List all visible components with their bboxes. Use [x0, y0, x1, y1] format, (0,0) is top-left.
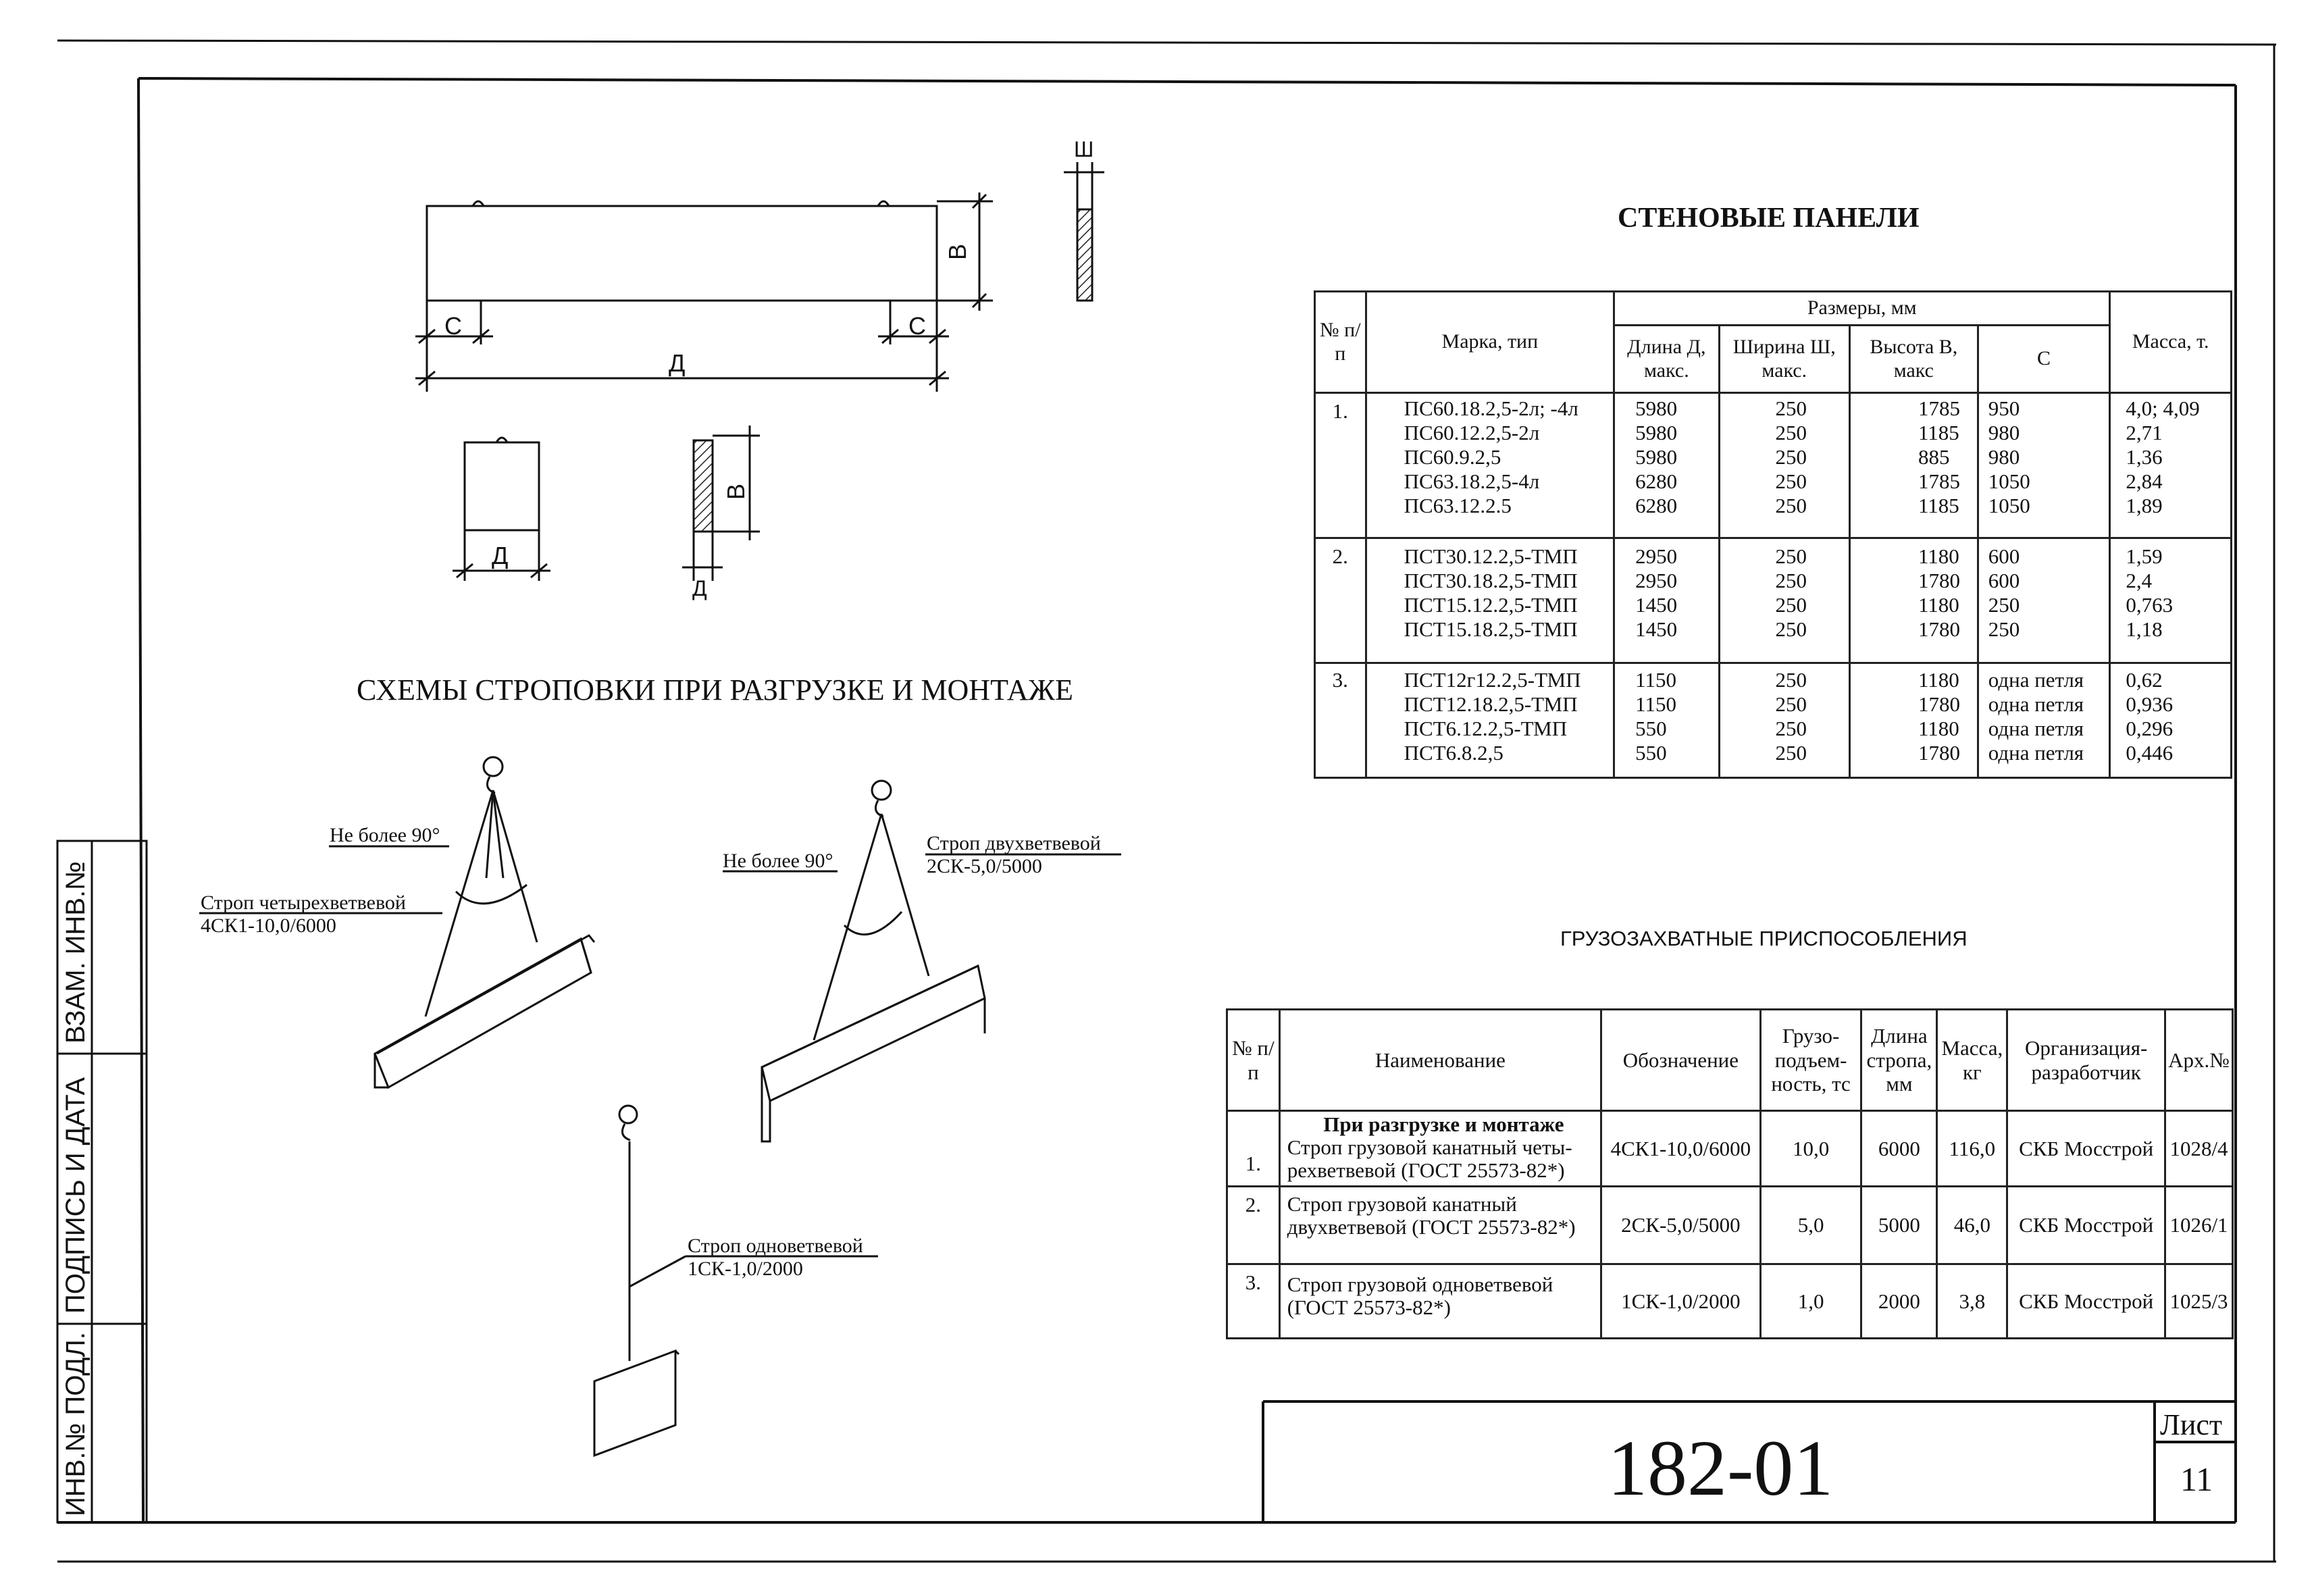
- panel-elevation: [415, 192, 993, 392]
- scheme1-angle: Не более 90°: [330, 824, 440, 846]
- panel-section: [1064, 162, 1104, 301]
- scheme-one-leg: [594, 1106, 878, 1456]
- col-height: Высота В, макс: [1849, 326, 1978, 393]
- lift-col-name: Наименование: [1279, 1010, 1601, 1111]
- col-sizes: Размеры, мм: [1614, 292, 2110, 326]
- col-length: Длина Д, макс.: [1614, 326, 1719, 393]
- sidebar-signature-date: ПОДПИСЬ И ДАТА: [61, 1077, 91, 1314]
- panels-table: [1314, 290, 2232, 779]
- sheet-label: Лист: [2160, 1408, 2223, 1441]
- dim-small-height: В: [722, 483, 750, 500]
- col-mark: Марка, тип: [1366, 292, 1614, 393]
- lift-col-arch: Арх.№: [2165, 1010, 2233, 1111]
- scheme1-sling-code: 4СК1-10,0/6000: [201, 915, 336, 937]
- col-width: Ширина Ш, макс.: [1719, 326, 1849, 393]
- lift-col-capacity: Грузо- подъем- ность, тс: [1760, 1010, 1861, 1111]
- sidebar-inv-podl: ИНВ.№ ПОДЛ.: [61, 1332, 91, 1516]
- scheme2-angle: Не более 90°: [723, 850, 833, 872]
- table-row: 1. ПС60.18.2,5-2л; -4л ПС60.12.2,5-2л ПС60.9.2,5 ПС63.18.2,5-4л ПС63.12.2.5 5980 5980 5980 6280 6280 250 250 250 250 250 1785 1185 885 1785 1185 950 980 980 1050 1050 4,0; 4,09 2,71 1,36 2,84 1,89: [1315, 393, 2232, 538]
- scheme2-sling-name: Строп двухветвевой: [927, 832, 1101, 854]
- dim-small-width: Д: [692, 576, 707, 600]
- dim-c-left: С: [444, 312, 462, 340]
- lifting-title: ГРУЗОЗАХВАТНЫЕ ПРИСПОСОБЛЕНИЯ: [1560, 927, 1968, 950]
- scheme1-sling-name: Строп четырехветвевой: [201, 892, 406, 914]
- table-row: 3. Строп грузовой одноветвевой (ГОСТ 25573-82*) 1СК-1,0/2000 1,0 2000 3,8 СКБ Мосстрой 1025/3: [1227, 1264, 2233, 1339]
- dim-height: В: [944, 243, 971, 260]
- dim-small-length: Д: [492, 542, 509, 569]
- drawing-code: 182-01: [1608, 1424, 1834, 1512]
- col-num: № п/п: [1315, 292, 1366, 393]
- lift-col-org: Организация- разработчик: [2007, 1010, 2165, 1111]
- lift-col-length: Длина стропа, мм: [1861, 1010, 1937, 1111]
- dim-width: Ш: [1074, 137, 1094, 161]
- scheme3-sling-code: 1СК-1,0/2000: [688, 1258, 803, 1280]
- lift-section-title: При разгрузке и монтаже: [1323, 1112, 1564, 1136]
- lift-col-designation: Обозначение: [1601, 1010, 1761, 1111]
- lifting-table: [1226, 1008, 2234, 1339]
- dim-c-right: С: [908, 312, 926, 340]
- table-row: 1. При разгрузке и монтаже Строп грузовой канатный четы- рехветвевой (ГОСТ 25573-82*) 4СК1-10,0/6000 10,0 6000 116,0 СКБ Мосстрой 1028/4: [1227, 1111, 2233, 1187]
- table-row: 3. ПСТ12г12.2,5-ТМП ПСТ12.18.2,5-ТМП ПСТ6.12.2,5-ТМП ПСТ6.8.2,5 1150 1150 550 550 250 250 250 250 1180 1780 1180 1780 одна петля одна петля одна петля одна петля 0,62 0,936 0,296 0,446: [1315, 663, 2232, 778]
- table-row: 2. Строп грузовой канатный двухветвевой (ГОСТ 25573-82*) 2СК-5,0/5000 5,0 5000 46,0 СКБ Мосстрой 1026/1: [1227, 1187, 2233, 1264]
- lift-col-num: № п/п: [1227, 1010, 1280, 1111]
- scheme2-sling-code: 2СК-5,0/5000: [927, 855, 1042, 877]
- scheme3-sling-name: Строп одноветвевой: [688, 1235, 863, 1257]
- table-row: 2. ПСТ30.12.2,5-ТМП ПСТ30.18.2,5-ТМП ПСТ15.12.2,5-ТМП ПСТ15.18.2,5-ТМП 2950 2950 1450 1450 250 250 250 250 1180 1780 1180 1780 600 600 250 250 1,59 2,4 0,763 1,18: [1315, 538, 2232, 663]
- sidebar-vzam-inv: ВЗАМ. ИНВ.№: [61, 860, 91, 1044]
- col-mass: Масса, т.: [2110, 292, 2232, 393]
- panels-title: СТЕНОВЫЕ ПАНЕЛИ: [1618, 203, 1920, 234]
- dim-length: Д: [669, 349, 686, 377]
- slinging-title: СХЕМЫ СТРОПОВКИ ПРИ РАЗГРУЗКЕ И МОНТАЖЕ: [357, 673, 1073, 706]
- lift-col-mass: Масса, кг: [1937, 1010, 2007, 1111]
- small-panel-section: [682, 426, 760, 581]
- sheet-number: 11: [2180, 1460, 2213, 1498]
- col-c: С: [1978, 326, 2110, 393]
